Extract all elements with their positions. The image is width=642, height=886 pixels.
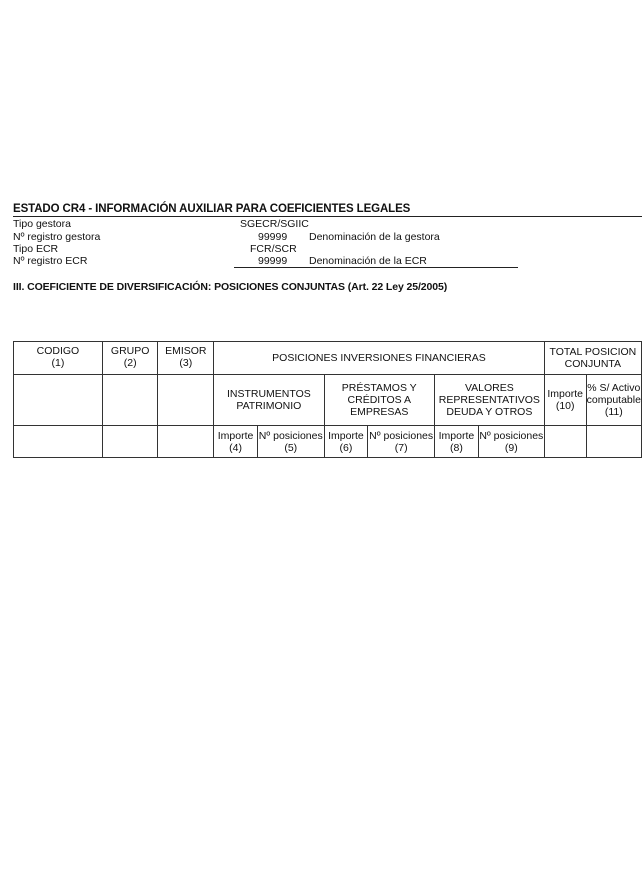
- codigo-header: CODIGO (1): [14, 342, 103, 375]
- pct-11-data-cell: [586, 426, 641, 458]
- importe-4-header: Importe (4): [214, 426, 258, 458]
- grupo-cell: [102, 375, 158, 426]
- codigo-cell: [14, 375, 103, 426]
- instrumentos-patrimonio-header: INSTRUMENTOS PATRIMONIO: [214, 375, 324, 426]
- grupo-header: GRUPO (2): [102, 342, 158, 375]
- diversification-table: [13, 341, 642, 458]
- section-title: III. COEFICIENTE DE DIVERSIFICACIÓN: POSICIONES CONJUNTAS (Art. 22 Ley 25/2005): [13, 281, 448, 293]
- valores-representativos-header: VALORES REPRESENTATIVOS DEUDA Y OTROS: [434, 375, 544, 426]
- emisor-data-cell: [158, 426, 214, 458]
- importe-6-header: Importe (6): [324, 426, 368, 458]
- denominacion-ecr: Denominación de la ECR: [309, 255, 427, 267]
- emisor-header: EMISOR (3): [158, 342, 214, 375]
- ecr-underline: [234, 267, 518, 268]
- form-title: ESTADO CR4 - INFORMACIÓN AUXILIAR PARA COEFICIENTES LEGALES: [13, 203, 411, 215]
- tipo-ecr-value: FCR/SCR: [250, 243, 297, 255]
- num-posiciones-9-header: Nº posiciones (9): [478, 426, 544, 458]
- registro-gestora-label: Nº registro gestora: [13, 231, 101, 243]
- registro-ecr-value: 99999: [258, 255, 288, 267]
- num-posiciones-5-header: Nº posiciones (5): [257, 426, 324, 458]
- registro-ecr-label: Nº registro ECR: [13, 255, 88, 267]
- registro-gestora-value: 99999: [258, 231, 288, 243]
- tipo-gestora-value: SGECR/SGIIC: [240, 218, 309, 230]
- importe-10-data-cell: [544, 426, 586, 458]
- emisor-cell: [158, 375, 214, 426]
- codigo-data-cell: [14, 426, 103, 458]
- importe-total-header: Importe (10): [544, 375, 586, 426]
- importe-8-header: Importe (8): [434, 426, 478, 458]
- title-divider: [13, 216, 642, 217]
- tipo-ecr-label: Tipo ECR: [13, 243, 59, 255]
- posiciones-inversiones-header: POSICIONES INVERSIONES FINANCIERAS: [214, 342, 545, 375]
- denominacion-gestora: Denominación de la gestora: [309, 231, 440, 243]
- grupo-data-cell: [102, 426, 158, 458]
- pct-activo-header: % S/ Activo computable (11): [586, 375, 641, 426]
- total-posicion-header: TOTAL POSICION CONJUNTA: [544, 342, 641, 375]
- num-posiciones-7-header: Nº posiciones (7): [368, 426, 435, 458]
- prestamos-creditos-header: PRÉSTAMOS Y CRÉDITOS A EMPRESAS: [324, 375, 434, 426]
- tipo-gestora-label: Tipo gestora: [13, 218, 71, 230]
